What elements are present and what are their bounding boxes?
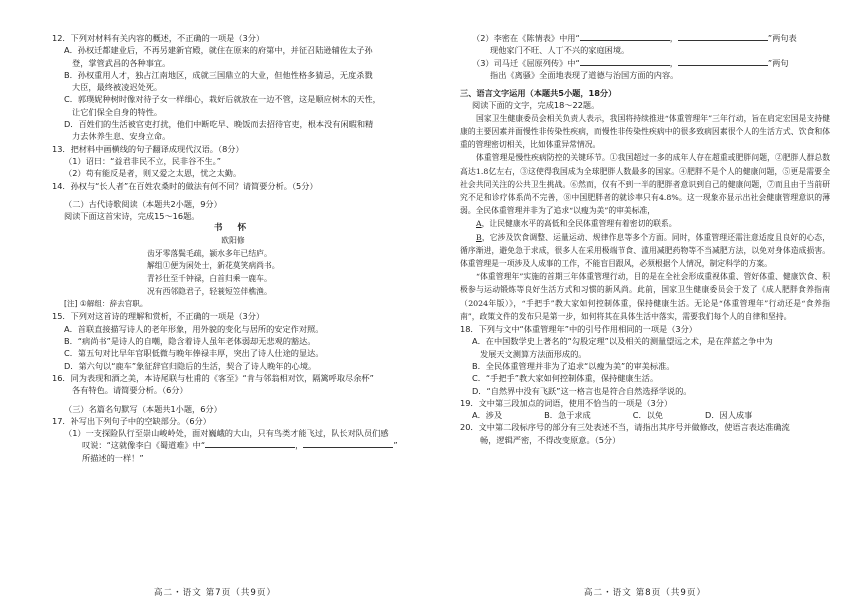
page-right — [430, 0, 860, 608]
section-intro: 阅读下面的文字，完成18～22题。 — [472, 100, 600, 111]
passage-paragraph-2: 体重管理是慢性疾病防控的关键环节。①我国超过一多的成年人存在超重或肥胖问题，②肥胖人群总数高达1.8亿左右，③这使得我国成为全球肥胖人数最多的国家。④肥胖不是个人的健康问题，⑤更是需要全社会共同关注的公共卫生挑战。⑥然而，仅有不到一半的肥胖者意识到自己的健康问题，⑦而且由于当前研究不足和诊疗体系尚不完善，⑧中国肥胖者的就诊率只有4.8%。这一现象亦显示出社会健康管理意识的薄弱。全民体重管理并非为了追求“以瘦为美”的审美标准， — [460, 153, 830, 216]
option-a: A．孙权迁都建业后，不再另建新官殿，就住在原来的府第中，并征召陆逊辅佐太子孙 — [64, 45, 373, 56]
option-a: A．涉及 — [472, 410, 503, 421]
option-d: D．百姓们的生活被官吏打扰，他们中断吃早、晚饭而去招待官吏，根本没有闲暇和精 — [64, 119, 374, 130]
option-c: C．“手把手”教大家如何控制体重，保持健康生活。 — [472, 373, 659, 384]
question-19 — [460, 397, 830, 422]
option-b: B．“病尚书”是诗人的自嘲，隐含着诗人虽年老体弱却无悲观的豁达。 — [64, 336, 316, 347]
question-20-line-2: 畅，逻辑严密，不得改变原意。（5分） — [480, 434, 621, 445]
poem-note: [注] ①解组：辞去官职。 — [64, 299, 148, 309]
blank-b: B — [476, 232, 482, 242]
poem-line-1: 齿牙零落鬓毛疏，颍水多年已结庐。 — [147, 248, 272, 258]
sentence-1-cont: 叹说：“这就像李白《蜀道难》中“ ， ” — [82, 440, 398, 451]
poem-line-3: 青衫仕至千钟禄，白首归乘一鹿车。 — [147, 273, 272, 283]
paragraph-text: ，让民健康水平的高低和全民体重管理有着密切的联系。 — [481, 219, 677, 229]
question-19-options — [460, 409, 830, 421]
sentence-2: （2）苟有能反是者，则又爱之太恩，忧之太勤。 — [64, 168, 242, 179]
sentence-1: （1）诏曰：“益君非民不立，民非谷不生。” — [64, 155, 221, 166]
option-d: D．“自然界中没有飞跃”这一格言也是符合自然选择学说的。 — [472, 385, 692, 396]
sentence-3-cont: 指出《离骚》全面地表现了道德与治国方面的内容。 — [490, 69, 679, 80]
fill-prompt: 叹说：“这就像李白《蜀道难》中“ — [82, 440, 206, 451]
option-b: B．急于求成 — [544, 410, 591, 421]
answer-blank[interactable] — [580, 32, 670, 41]
option-c-cont: 让它们保全自身的特性。 — [72, 106, 163, 117]
option-d-cont: 力去休养生息、安身立命。 — [72, 131, 171, 142]
answer-blank[interactable] — [580, 57, 670, 66]
option-c: C．郭璞妮种树时像对待子女一样细心，栽好后就放在一边不管，这是顺应树木的天性， — [64, 94, 381, 105]
option-b: B．孙权重用人才，独占江南地区，成就三国鼎立的大业，但他性格多猜忌，无度杀戮 — [64, 69, 373, 80]
option-d: D．因人成事 — [705, 410, 753, 421]
sentence-1-end: 所描述的一样！” — [82, 452, 144, 463]
option-a: A．首联直接描写诗人的老年形象，用外貌的变化与居所的安定作对照。 — [64, 323, 324, 334]
poem-title: 书 怀 — [213, 223, 253, 234]
answer-blank[interactable] — [303, 439, 393, 448]
fill-prompt: （3）司马迁《屈原列传》中“ — [472, 57, 580, 68]
mingju-section — [52, 403, 414, 464]
poem-line-2: 解组①便为闲处士，新花莫笑病尚书。 — [147, 261, 280, 271]
question-16 — [52, 372, 414, 397]
answer-blank[interactable] — [205, 439, 295, 448]
question-14-stem: 14．孙权与“长人者”在百姓农桑时的做法有何不同？请简要分析。（5分） — [52, 180, 318, 191]
sentence-1: （1）一支探险队行至崇山峻岭处，面对巍峨的大山，只有鸟类才能飞过，队长对队员们感 — [64, 428, 389, 439]
question-17-cont — [460, 32, 830, 81]
question-16-line-2: 各有特色。请简要分析。（6分） — [72, 385, 188, 396]
passage-paragraph-3 — [460, 217, 830, 230]
fill-suffix: ”两句表 — [767, 33, 797, 43]
section-header: （二）古代诗歌阅读（本题共2小题，9分） — [64, 198, 222, 209]
question-18-stem: 18．下列与文中“体重管理年”中的引号作用相同的一项是（3分） — [460, 324, 697, 335]
poem-author: 欧阳修 — [221, 236, 245, 246]
paragraph-text: ，它涉及饮食调整、运量运动、规律作息等多个方面。同时，体重管理还需注意适度且良好的心态，循序渐进，避免急于求成，很多人在采用极端节食、滥用减肥药物等不当减肥方法，以免对身体造成损害。体重管理是一项涉及人成事的工作，不能盲目跟风，必须根据个人情况，制定科学的方案。 — [460, 232, 830, 269]
answer-blank[interactable] — [678, 32, 768, 41]
section-header: （三）名篇名句默写（本题共1小题，6分） — [64, 403, 222, 414]
question-17-stem: 17．补写出下列句子中的空缺部分。（6分） — [52, 415, 211, 426]
page-footer: 高二・语文 第7页（共9页） — [153, 588, 277, 598]
fill-suffix: ”两句 — [767, 57, 789, 68]
sentence-2-cont: 现他家门不旺、人丁不兴的家庭困境。 — [490, 45, 630, 56]
option-c: C．第五句对比早年官职低微与晚年俸禄丰厚，突出了诗人仕途的显达。 — [64, 348, 324, 359]
question-16-line-1: 16．同为表现和酒之美，本诗尾联与杜甫的《客至》“肯与邻翁相对饮，隔篱呼取尽余杯” — [52, 372, 374, 383]
option-d: D．第六句以“鹿车”象征辞官归隐后的生活，契合了诗人晚年的心境。 — [64, 360, 317, 371]
question-20 — [460, 421, 830, 446]
question-15 — [52, 310, 414, 371]
section-header: 三、语言文字运用（本题共5小题，18分） — [460, 88, 617, 99]
question-15-stem: 15．下列对这首诗的理解和赏析，不正确的一项是（3分） — [52, 311, 265, 322]
question-20-line-1: 20．文中第二段标序号的部分有三处表述不当，请指出其序号并做修改，使语言表达准确流 — [460, 422, 790, 433]
sentence-2: （2）李密在《陈情表》中用“ ， ”两句表 — [472, 33, 797, 43]
section-intro: 阅读下面这首宋诗，完成15～16题。 — [64, 211, 200, 222]
option-c: C．以免 — [632, 410, 664, 421]
option-b: B．全民体重管理并非为了追求“以瘦为美”的审美标准。 — [472, 360, 675, 371]
option-b-cont: 大臣，最终被凌迟处死。 — [72, 82, 163, 93]
sentence-3: （3）司马迁《屈原列传》中“ ， ”两句 — [472, 57, 789, 68]
question-18 — [460, 323, 830, 397]
passage-paragraph-4 — [460, 231, 830, 271]
language-section — [460, 87, 830, 323]
passage-paragraph-1: 国家卫生健康委员会相关负责人表示，我国将持续推进“体重管理年”三年行动，旨在肩定宏国是支持健康的主要因素并面慢性非传染性疾病，而慢性非传染性疾病中的很多致病因素很个人的生活方式、饮食和体重的管理密切相关，比如体重异常情况。 — [460, 113, 830, 150]
poem-line-4: 况有西邻隐君子，轻蓑短笠伴樵渔。 — [147, 286, 272, 296]
passage-paragraph-5: “体重管理年”实施的首期三年体重管理行动，目的是在全社会形成重视体重、管好体重、健康饮食、积极参与运动锻炼等良好生活方式和习惯的新风尚。此前，国家卫生健康委员会于发了《成人肥胖食养指南（2024年版）》，“手把手”教大家如何控制体重，保持健康生活。无论是“体重管理年”行动还是“食养指南”，政策文件的发布只是第一步，如何将其在具体生活中落实，需要我们每个人的自律和坚持。 — [460, 272, 830, 321]
fill-prompt: （2）李密在《陈情表》中用“ — [472, 33, 580, 43]
quote-mark: ” — [393, 440, 398, 451]
option-a-cont: 登，掌管武昌的各种事宜。 — [72, 57, 171, 68]
question-19-stem: 19．文中第三段加点的词语，使用不恰当的一项是（3分） — [460, 397, 673, 408]
blank-a: A — [476, 219, 482, 229]
page-footer: 高二・语文 第8页（共9页） — [583, 588, 707, 598]
option-a-cont: 发展天文测算方法面形成的。 — [480, 348, 587, 359]
question-13 — [52, 143, 414, 180]
question-13-stem: 13．把材料中画横线的句子翻译成现代汉语。（8分） — [52, 143, 244, 154]
answer-blank[interactable] — [678, 57, 768, 66]
poem-section — [52, 198, 414, 311]
question-12-stem: 12．下列对材料有关内容的概述，不正确的一项是（3分） — [52, 33, 265, 43]
question-12 — [52, 32, 414, 143]
option-a: A．在中国数学史上著名的“勾股定理”以及相关的测量望远之术，是在萍蓝之争中为 — [472, 336, 773, 347]
